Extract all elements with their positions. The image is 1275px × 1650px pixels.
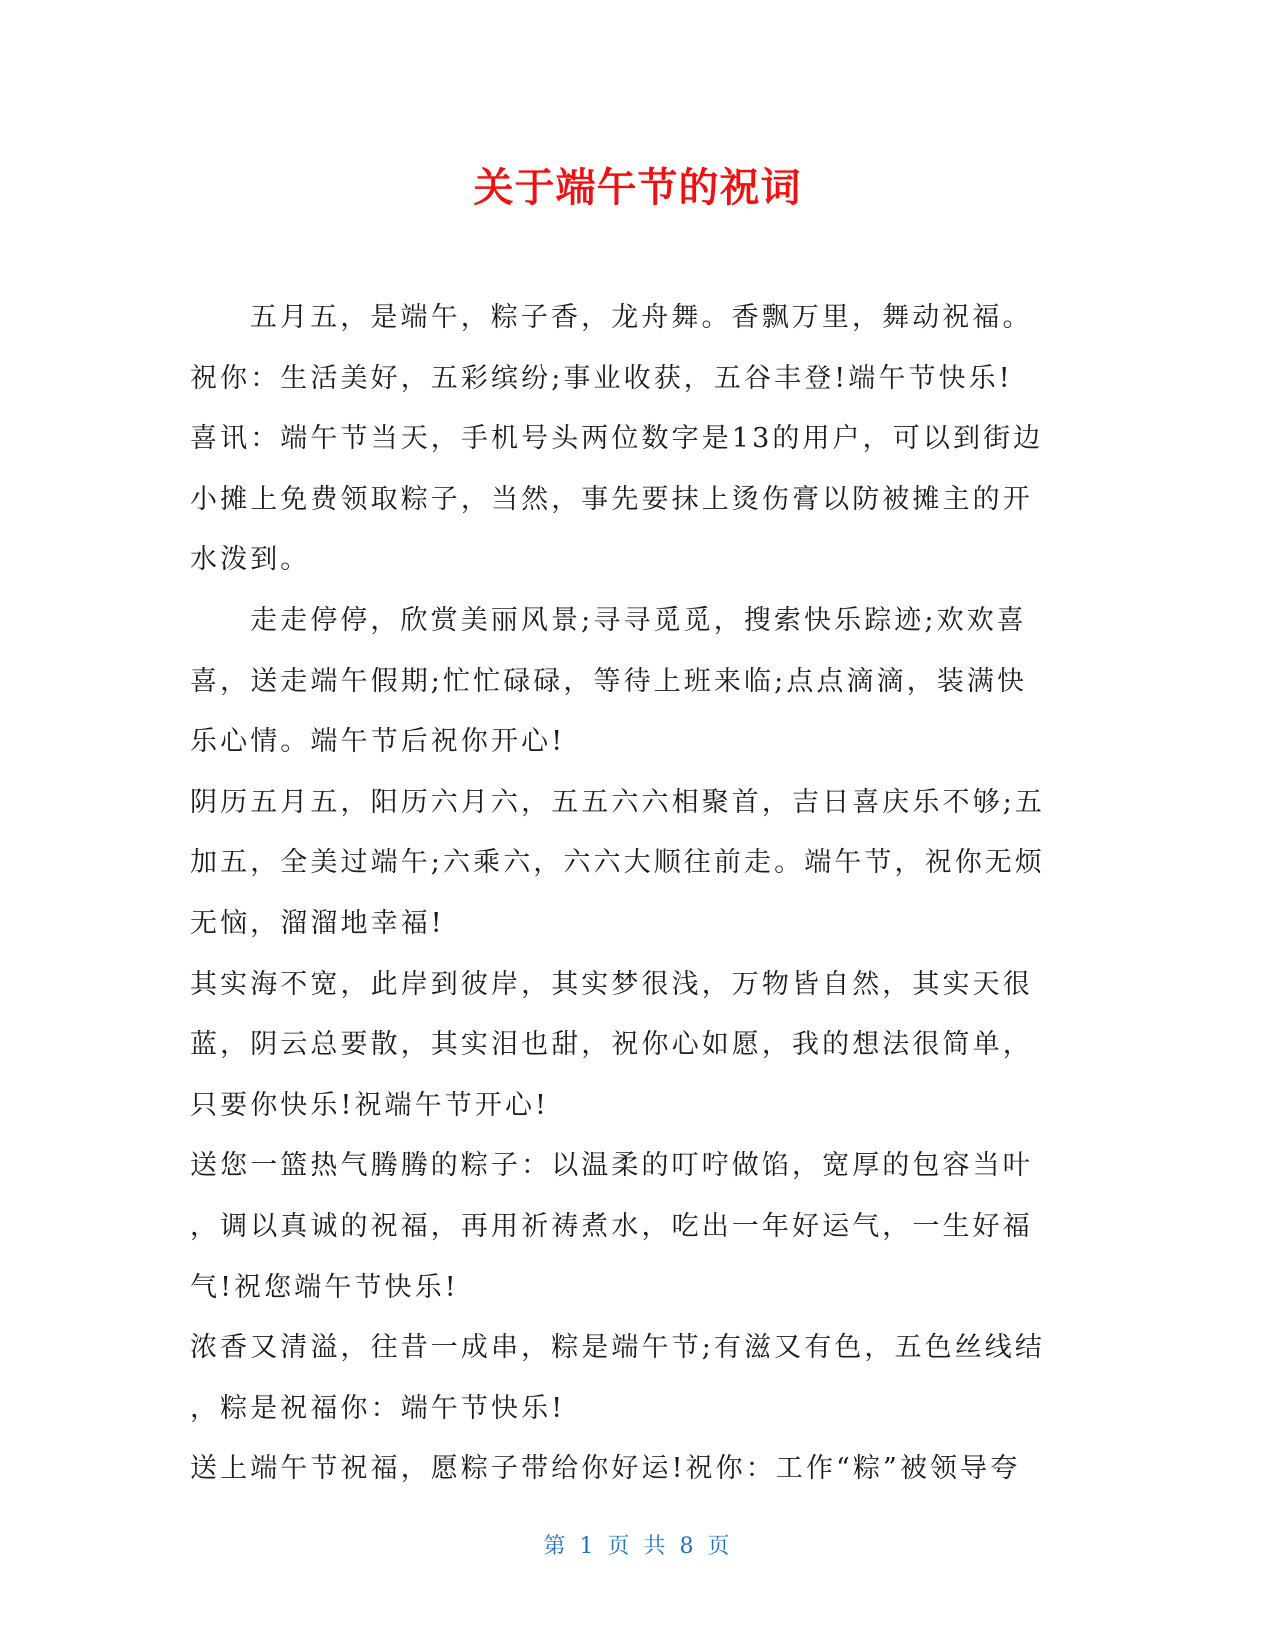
text-line: 喜讯：端午节当天，手机号头两位数字是13的用户，可以到街边 xyxy=(190,423,1044,455)
paragraph xyxy=(190,591,1080,773)
text-line: 五月五，是端午，粽子香，龙舟舞。香飘万里，舞动祝福。 xyxy=(250,302,1033,333)
text-line: 蓝，阴云总要散，其实泪也甜，祝你心如愿，我的想法很简单， xyxy=(190,1029,1033,1061)
text-line: ，粽是祝福你：端午节快乐! xyxy=(190,1392,566,1424)
footer-prefix: 第 xyxy=(543,1534,568,1559)
text-line: 水泼到。 xyxy=(190,544,311,576)
text-line: 小摊上免费领取粽子，当然，事先要抹上烫伤膏以防被摊主的开 xyxy=(190,483,1033,515)
paragraph xyxy=(190,955,1080,1137)
text-line: 气!祝您端午节快乐! xyxy=(190,1271,459,1303)
page-footer xyxy=(0,1532,1275,1562)
text-line: 无恼，溜溜地幸福! xyxy=(190,907,445,939)
document-title: 关于端午节的祝词 xyxy=(473,165,802,211)
footer-page-number: 1 xyxy=(579,1534,596,1559)
text-line: 送您一篮热气腾腾的粽子：以温柔的叮咛做馅，宽厚的包容当叶 xyxy=(190,1150,1033,1182)
paragraph xyxy=(190,1136,1080,1318)
text-line: 只要你快乐!祝端午节开心! xyxy=(190,1089,549,1121)
text-line: ，调以真诚的祝福，再用祈祷煮水，吃出一年好运气，一生好福 xyxy=(190,1210,1033,1242)
text-line: 祝你：生活美好，五彩缤纷;事业收获，五谷丰登!端午节快乐! xyxy=(190,362,1013,394)
text-line: 其实海不宽，此岸到彼岸，其实梦很浅，万物皆自然，其实天很 xyxy=(190,968,1033,1000)
paragraph xyxy=(190,288,1080,591)
document-body xyxy=(190,288,1080,1500)
paragraph xyxy=(190,1439,1080,1500)
text-line: 喜，送走端午假期;忙忙碌碌，等待上班来临;点点滴滴，装满快 xyxy=(190,665,1028,697)
text-line: 送上端午节祝福，愿粽子带给你好运!祝你：工作“粽”被领导夸 xyxy=(190,1453,1021,1485)
footer-middle: 页 xyxy=(607,1534,632,1559)
text-line: 走走停停，欣赏美丽风景;寻寻觅觅，搜索快乐踪迹;欢欢喜 xyxy=(250,604,1027,636)
footer-total-label: 共 xyxy=(643,1534,668,1559)
text-line: 浓香又清溢，往昔一成串，粽是端午节;有滋又有色，五色丝线结 xyxy=(190,1332,1045,1364)
text-line: 乐心情。端午节后祝你开心! xyxy=(190,726,566,758)
text-line: 加五，全美过端午;六乘六，六六大顺往前走。端午节，祝你无烦 xyxy=(190,847,1045,879)
paragraph xyxy=(190,773,1080,955)
footer-total-pages: 8 xyxy=(679,1534,696,1559)
text-line: 阴历五月五，阳历六月六，五五六六相聚首，吉日喜庆乐不够;五 xyxy=(190,786,1045,818)
footer-suffix: 页 xyxy=(707,1534,732,1559)
paragraph xyxy=(190,1318,1080,1439)
